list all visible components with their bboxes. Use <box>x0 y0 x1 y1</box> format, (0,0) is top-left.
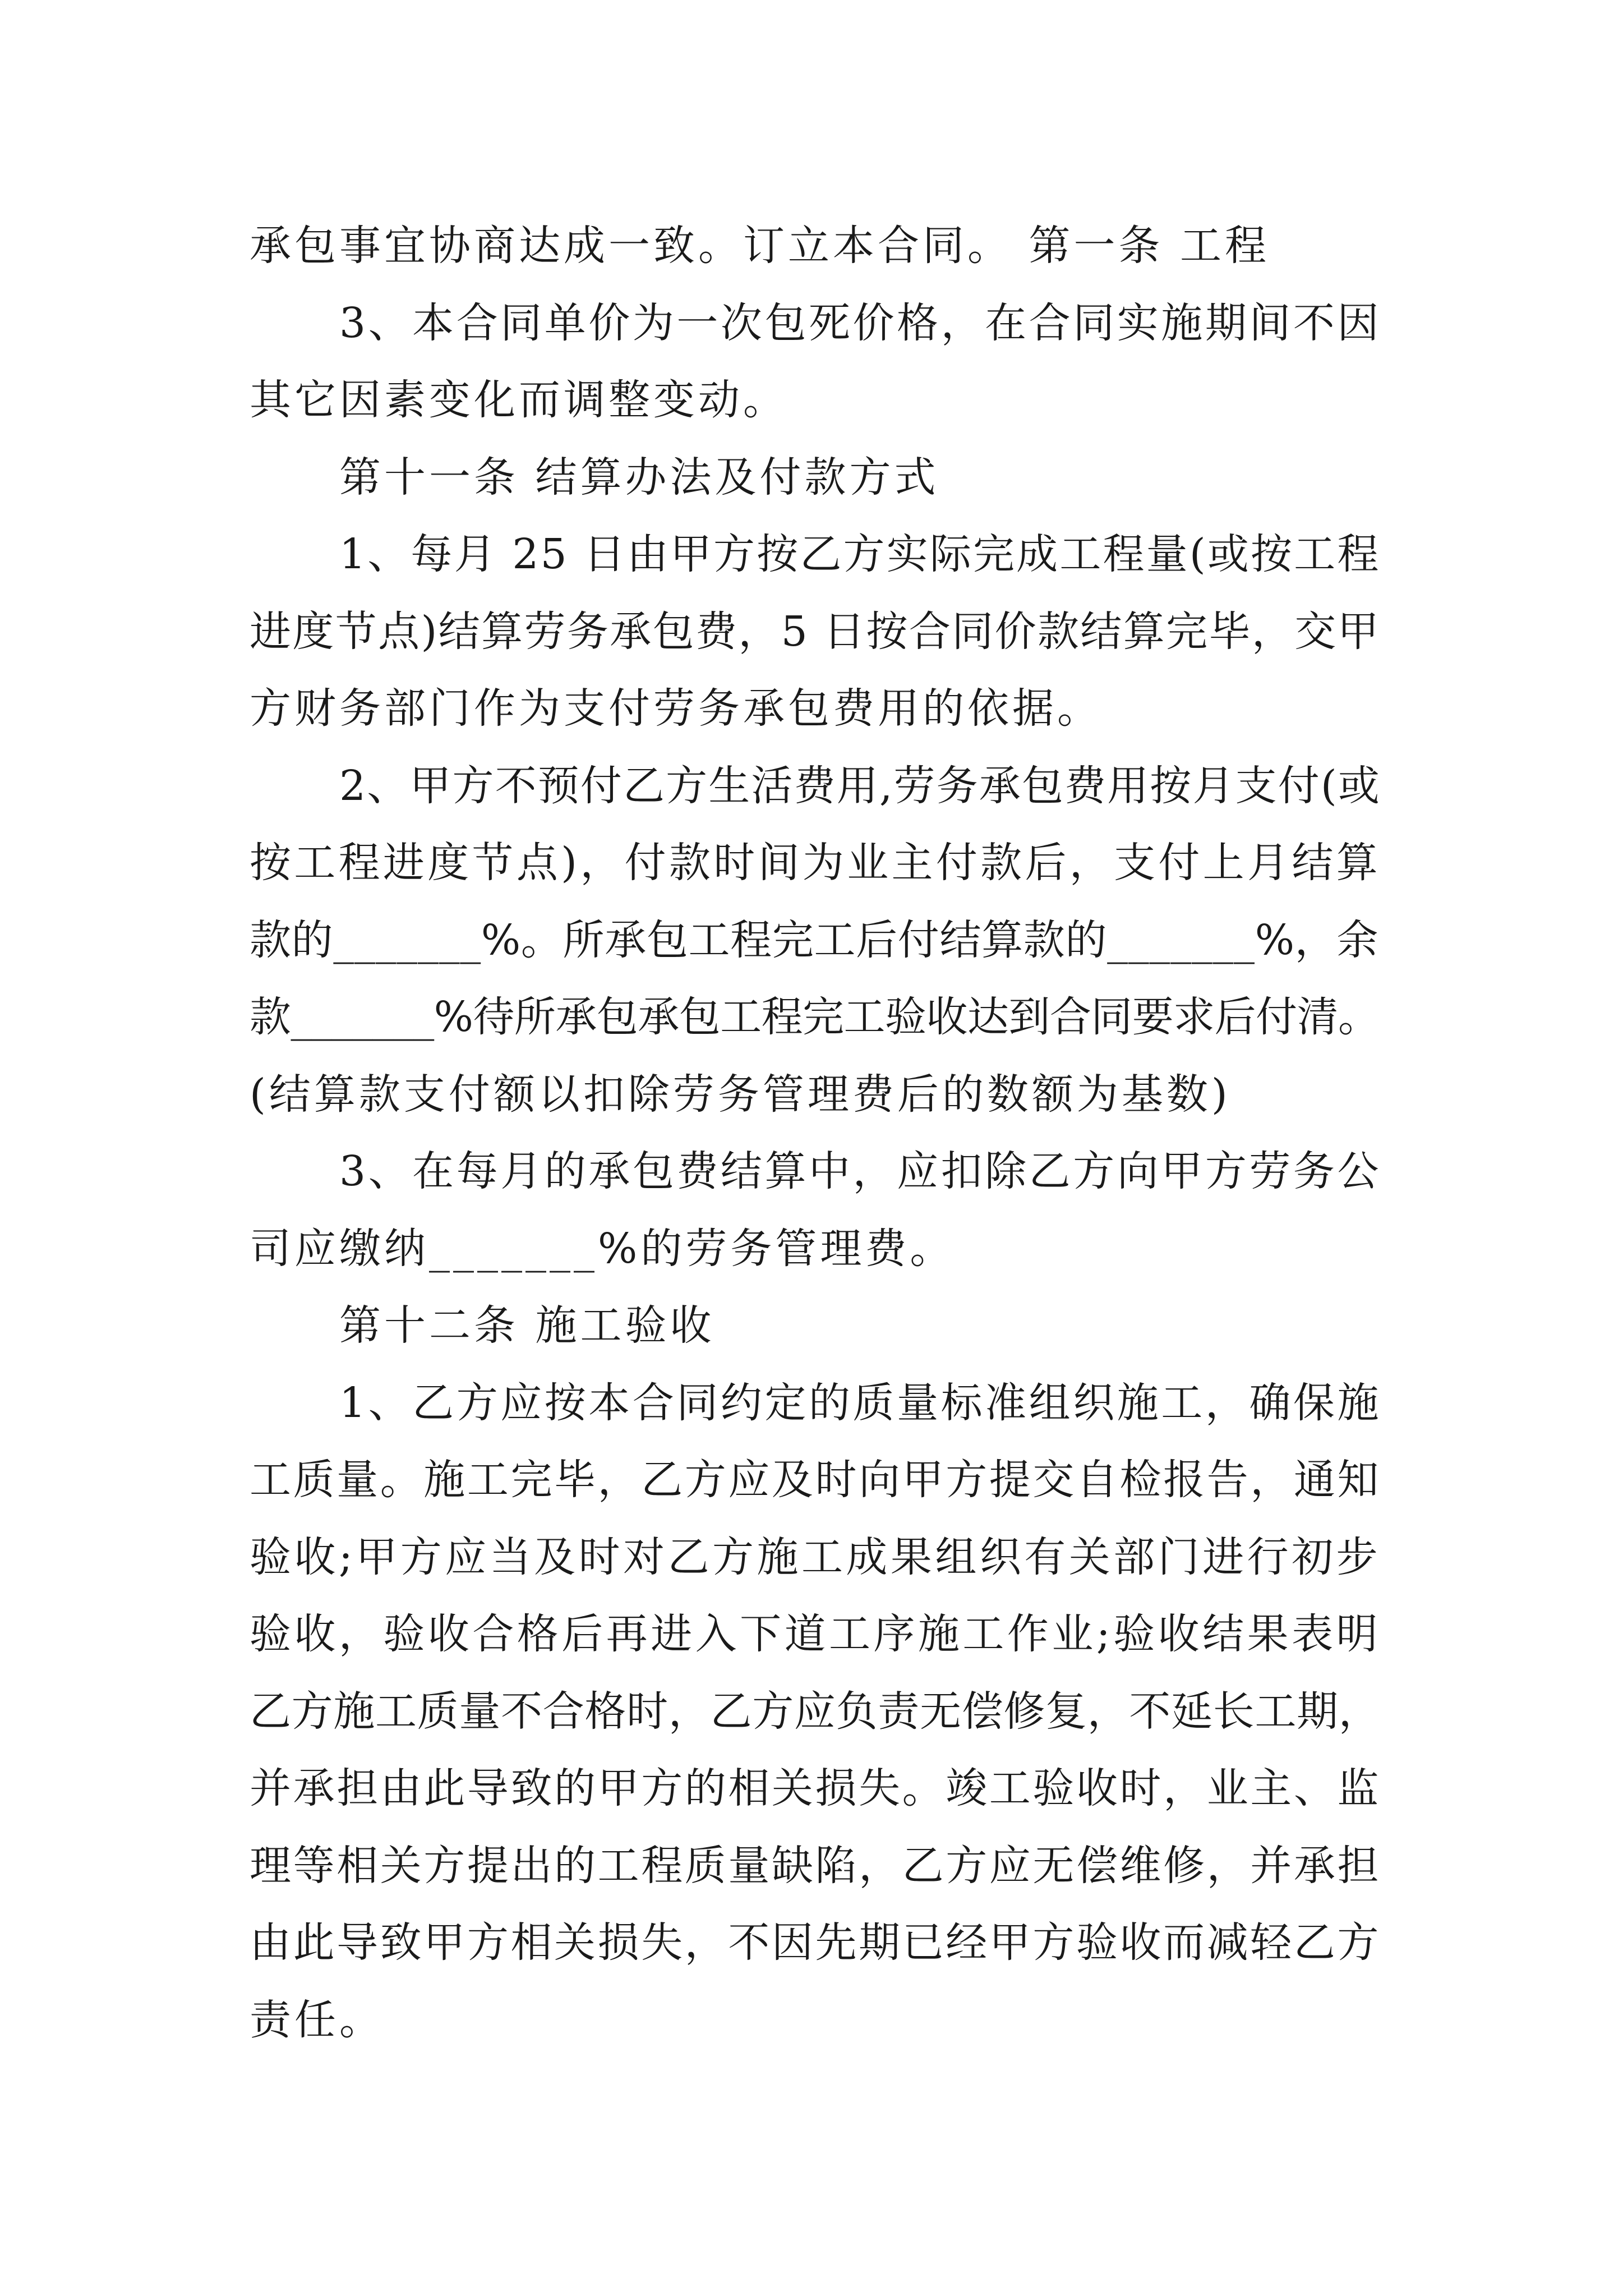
text-line: 由此导致甲方相关损失，不因先期已经甲方验收而减轻乙方 <box>250 1918 1381 1967</box>
text-line: 1、每月 25 日由甲方按乙方实际完成工程量(或按工程 <box>339 530 1381 578</box>
text-line: 承包事宜协商达成一致。订立本合同。 第一条 工程 <box>250 222 1270 270</box>
text-line: 3、在每月的承包费结算中，应扣除乙方向甲方劳务公 <box>339 1147 1381 1195</box>
text-line: 按工程进度节点)，付款时间为业主付款后，支付上月结算 <box>250 839 1381 887</box>
text-line: 理等相关方提出的工程质量缺陷，乙方应无偿维修，并承担 <box>250 1841 1381 1890</box>
text-line: 进度节点)结算劳务承包费，5 日按合同价款结算完毕，交甲 <box>250 607 1380 656</box>
text-line: 验收，验收合格后再进入下道工序施工作业;验收结果表明 <box>250 1610 1381 1658</box>
text-line: 款_______%待所承包承包工程完工验收达到合同要求后付清。 <box>250 993 1380 1041</box>
text-line: 其它因素变化而调整变动。 <box>250 376 788 424</box>
text-line: 并承担由此导致的甲方的相关损失。竣工验收时，业主、监 <box>250 1764 1381 1812</box>
text-line: 验收;甲方应当及时对乙方施工成果组织有关部门进行初步 <box>250 1533 1381 1581</box>
section-heading: 第十一条 结算办法及付款方式 <box>339 453 939 501</box>
text-line: 3、本合同单价为一次包死价格，在合同实施期间不因 <box>339 298 1381 347</box>
section-heading: 第十二条 施工验收 <box>339 1301 715 1350</box>
text-line: 1、乙方应按本合同约定的质量标准组织施工，确保施 <box>339 1378 1381 1427</box>
text-line: (结算款支付额以扣除劳务管理费后的数额为基数) <box>250 1070 1231 1119</box>
text-line: 司应缴纳_______%的劳务管理费。 <box>250 1224 955 1273</box>
text-line: 方财务部门作为支付劳务承包费用的依据。 <box>250 684 1102 733</box>
text-line: 责任。 <box>250 1995 384 2044</box>
document-body <box>250 208 1388 2059</box>
text-line: 工质量。施工完毕，乙方应及时向甲方提交自检报告，通知 <box>250 1456 1381 1504</box>
text-line: 2、甲方不预付乙方生活费用,劳务承包费用按月支付(或 <box>339 761 1381 810</box>
text-line: 乙方施工质量不合格时，乙方应负责无偿修复，不延长工期， <box>250 1687 1381 1736</box>
text-line: 款的_______%。所承包工程完工后付结算款的_______%，余 <box>250 915 1378 964</box>
